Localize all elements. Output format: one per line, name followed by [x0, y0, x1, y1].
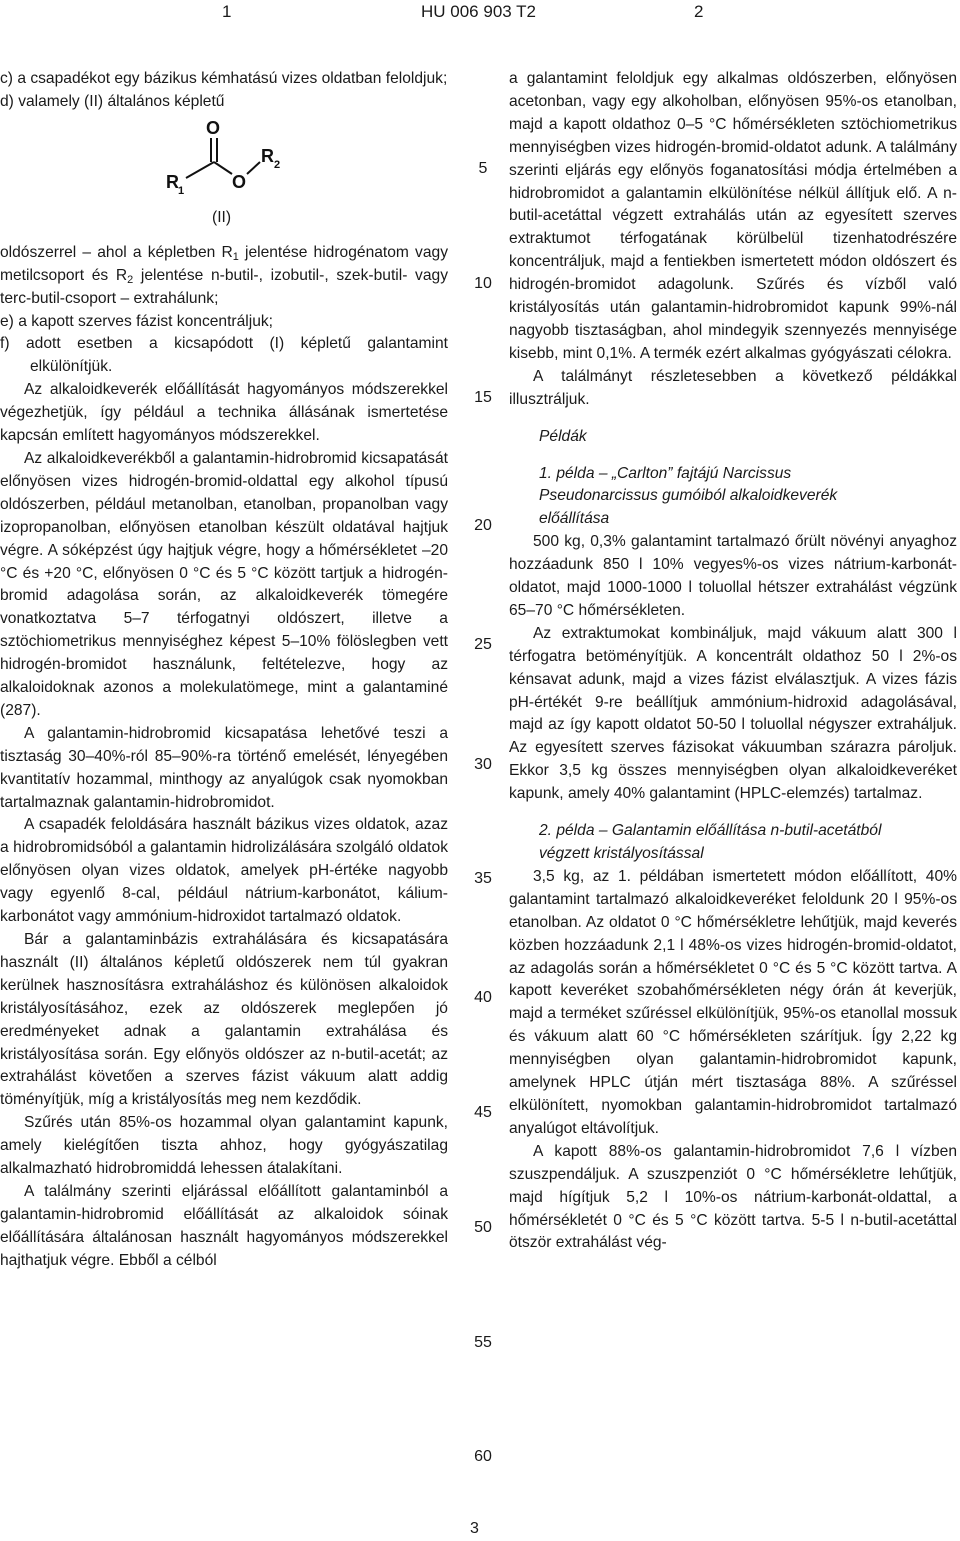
example-1-title-line: Pseudonarcissus gumóiból alkaloidkeverék: [539, 487, 838, 505]
line-number: 60: [474, 1448, 492, 1465]
example-2-title-line: 2. példa – Galantamin előállítása n-butil-acetátból: [539, 822, 882, 840]
example-2-title-line: végzett kristályosítással: [539, 845, 704, 862]
line-number: 10: [474, 275, 492, 292]
item-c: c) a csapadékot egy bázikus kémhatású vizes oldatban feloldjuk;: [0, 70, 448, 87]
page-number: 3: [470, 1520, 479, 1537]
r2-label: R: [261, 145, 274, 166]
formula-label: (II): [212, 208, 232, 226]
line-number: 20: [474, 517, 492, 534]
paragraph: Az extraktumokat kombináljuk, majd vákuum alatt 300 l térfogatra betöményítjük. A koncentrált oldathoz 50 l 2%-os kénsavat adunk, majd a vizes fázist elválasztjuk. A vizes fázis pH-értékét 9-re beállítjuk ammónium-hidroxid adagolásával, majd az így kapott oldatot 50-50 l toluollal négyszer extraháljuk. Az egyesített szerves fázisokat vákuumban szárazra pároljuk. Ekkor 3,5 kg összes mennyiségben olyan alkaloidkeveréket kapunk, amely 40% galantamint (HPLC-elemzés) tartalmaz.: [509, 624, 957, 803]
paragraph: Szűrés után 85%-os hozammal olyan galantamint kapunk, amely kielégítően tiszta ahhoz, hogy gyógyászatilag alkalmazható hidrobromiddá lehessen átalakítani.: [0, 1114, 448, 1178]
paragraph: A találmány szerinti eljárással előállított galantaminból a galantamin-hidrobromid előállítását az alkaloidok sóinak előállítására általánosan használt hagyományos módszerekkel hajthatjuk végre. Ebből a célból: [0, 1182, 448, 1269]
left-column: [0, 68, 448, 1273]
item-f: f) adott esetben a kicsapódott (I) képletű galantamint elkülönítjük.: [0, 335, 448, 376]
item-e: e) a kapott szerves fázist koncentráljuk;: [0, 312, 274, 330]
left-column-number: 1: [222, 2, 232, 21]
paragraph: A találmányt részletesebben a következő példákkal illusztráljuk.: [509, 367, 957, 408]
line-number: 30: [474, 756, 492, 773]
paragraph: Bár a galantaminbázis extrahálására és kicsapatására használt (II) általános képletű oldószerek nem túl gyakran kerülnek hasznosításra extraháláshoz és különösen alkaloidok kristályosításához, ezek az oldószerek meglepően jó eredményeket adnak a galantamin extrahálása és kristályosítása során. Egy előnyös oldószer az n-butil-acetát; az extrahálást követően a szerves fázist vákuum alatt addig töményítjük, míg a kristályosítás meg nem kezdődik.: [0, 931, 448, 1109]
paragraph: 500 kg, 0,3% galantamint tartalmazó őrült növényi anyaghoz hozzáadunk 850 l 10% vegyes%-os vizes nátrium-karbonát-oldatot, majd 1000-1000 l toluollal hétszer extrahálást végzünk 65–70 °C hőmérsékleten.: [509, 533, 957, 619]
line-number: 50: [474, 1219, 492, 1236]
r2-subscript: 2: [274, 158, 281, 171]
r1-label: R: [166, 171, 179, 192]
examples-heading: Példák: [539, 427, 587, 445]
document-number: HU 006 903 T2: [421, 2, 536, 21]
line-number: 40: [474, 989, 492, 1006]
atom-o-mid: O: [232, 171, 247, 192]
atom-o-top: O: [206, 117, 221, 138]
ester-structure-figure: [160, 116, 300, 206]
paragraph: 3,5 kg, az 1. példában ismertetett módon előállított, 40% galantamint tartalmazó alkaloidkeveréket feloldunk 20 l 95%-os etanolban. Az oldatot 0 °C hőmérsékletre lehűtjük, majd keverés közben hozzáadunk 2,1 l 48%-os vizes hidrogén-bromid-oldatot, az adagolás során a hőmérsékletet 0 °C és 5 °C között tartva. A kapott keveréket szobahőmérsékleten négy órán át keverjük, majd a terméket szűréssel elkülönítjük, 95%-os etanollal mossuk és vákuum alatt 60 °C hőmérsékleten szárítjuk. Így 2,22 kg mennyiségben olyan galantamin-hidrobromidot kapunk, amelynek HPLC útján mért tisztasága 88%. A szűréssel elkülönített, nyomokban galantamin-hidrobromidot tartalmazó anyalúgot eltávolítjuk.: [509, 867, 957, 1137]
line-number: 5: [478, 160, 488, 177]
example-1-title-line: előállítása: [539, 510, 610, 528]
line-number: 55: [474, 1334, 492, 1351]
line-number: 45: [474, 1104, 492, 1121]
paragraph: Az alkaloidkeverék előállítását hagyományos módszerekkel végezhetjük, így például a technika állásának ismertetése kapcsán említett hagyományos módszerekkel.: [0, 381, 448, 445]
formula-ii: [0, 114, 448, 242]
paragraph: A kapott 88%-os galantamin-hidrobromidot 7,6 l vízben szuszpendáljuk. A szuszpenziót 0 °C hőmérsékletre lehűtjük, majd hígítjuk 5,2 l 10%-os nátrium-karbonát-oldattal, a hőmérsékletét 0 °C és 5 °C között tartva. 5-5 l n-butil-acetáttal ötször extrahálást vég-: [509, 1142, 957, 1252]
paragraph: a galantamint feloldjuk egy alkalmas oldószerben, előnyösen acetonban, vagy egy alkoholban, előnyösen 95%-os etanolban, majd a kapott oldathoz 0–5 °C hőmérsékleten sztöchiometrikus mennyiségben vizes hidrogén-bromid-oldatot adunk. A találmány szerinti eljárás egy előnyös foganatosítási módja értelmében a hidrobromidot a galantamin elkülönítése nélkül állítjuk elő. A n-butil-acetáttal végzett extrahálás után az egyesített szerves extraktumot térfogatának körülbelül tizenhatodrészére koncentráljuk, majd a fentiekben ismertetett módon oldószert és hidrogén-bromidot adagolunk. Szűrés és vízből való kristályosítás után galantamin-hidrobromidot kapunk 99%-nál nagyobb tisztaságban, ahol mindegyik szennyezés mennyisége kisebb, mint 0,1%. A termék ezért alkalmas gyógyászati célokra.: [509, 70, 957, 362]
line-number: 25: [474, 636, 492, 653]
line-number: 35: [474, 870, 492, 887]
paragraph: A galantamin-hidrobromid kicsapatása lehetővé teszi a tisztaság 30–40%-ról 85–90%-ra történő emelését, lényegében kvantitatív hozammal, minthogy az anyalúgok csak nyomokban tartalmaznak galantamin-hidrobromidot.: [0, 724, 448, 811]
example-1-title-line: 1. példa – „Carlton” fajtájú Narcissus: [539, 464, 792, 482]
paragraph: A csapadék feloldására használt bázikus vizes oldatok, azaz a hidrobromidsóból a galantamin hidrolizálására szolgáló oldatok előnyösen olyan vizes oldatok, amelyek pH-értéke nagyobb vagy egyenlő 8-cal, például nátrium-karbonátot, kálium-karbonátot vagy ammónium-hidroxidot tartalmazó oldatok.: [0, 816, 448, 926]
line-number: 15: [474, 389, 492, 406]
r1-subscript: 1: [178, 184, 185, 197]
solvent-definition: oldószerrel – ahol a képletben $R_1$ jelentése hidrogénatom vagy metilcsoport és $R_2$ jelentése n-butil-, izobutil-, szek-butil- vagy terc-butil-csoport – extrahálunk;: [0, 243, 448, 307]
right-column-number: 2: [694, 2, 704, 21]
right-column: [509, 68, 957, 1255]
paragraph: Az alkaloidkeverékből a galantamin-hidrobromid kicsapatását előnyösen vizes hidrogén-bromid-oldattal egy alkohol típusú oldószerben, például metanolban, etanolban, propanolban vagy izopropanolban, előnyösen etanolban készült oldatával hajtjuk végre. A sóképzést úgy hajtjuk végre, hogy a hőmérsékletet –20 °C és +20 °C, előnyösen 0 °C és 5 °C között tartjuk a hidrogén-bromid adagolása során, az alkaloidkeverék tömegére vonatkoztatva 5–7 térfogatnyi oldószert, illetve a sztöchiometrikus mennyiséghez képest 5–10% fölöslegben vett hidrogén-bromidot használunk, feltételezve, hogy az alkaloidoknak azonos a molekulatömege, mint a galantaminé (287).: [0, 449, 448, 719]
item-d: d) valamely (II) általános képletű: [0, 92, 225, 110]
